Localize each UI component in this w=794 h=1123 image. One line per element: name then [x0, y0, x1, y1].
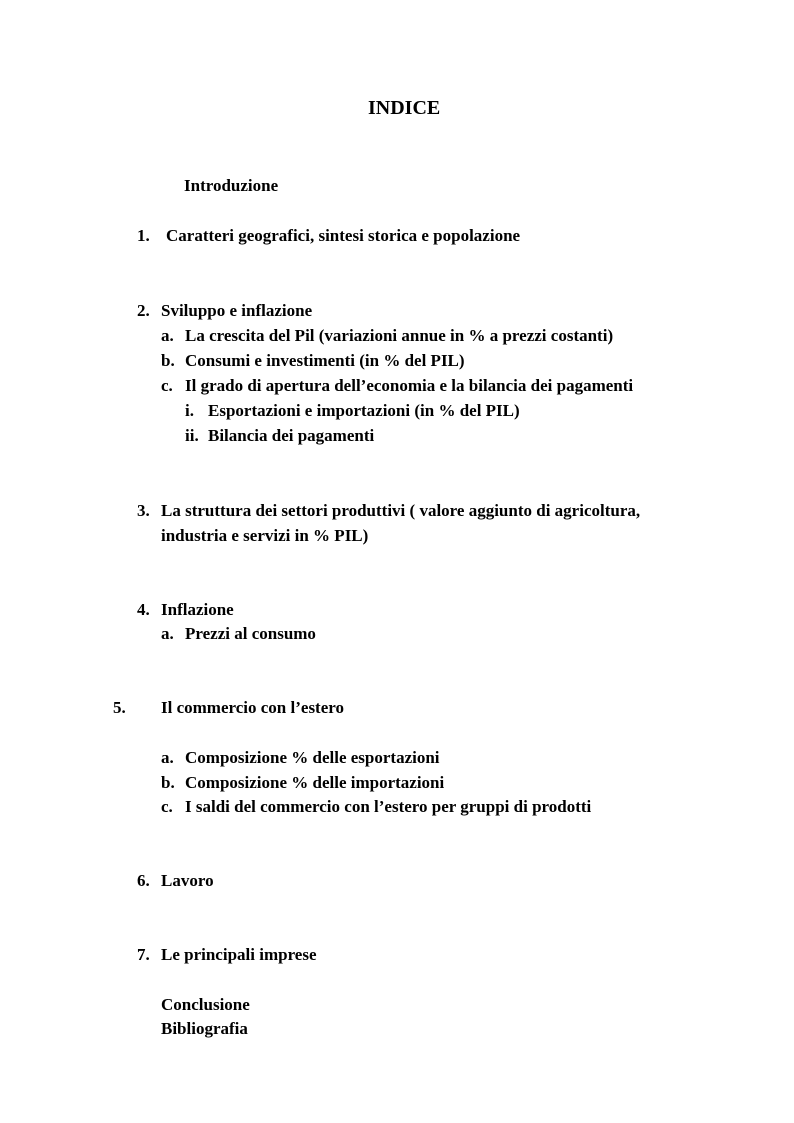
toc-num-2b: b.: [161, 351, 175, 370]
page-title: INDICE: [368, 97, 441, 119]
toc-item-5b: Composizione % delle importazioni: [185, 773, 445, 792]
toc-num-1: 1.: [137, 226, 150, 245]
toc-item-5c: I saldi del commercio con l’estero per gruppi di prodotti: [185, 797, 592, 816]
toc-num-6: 6.: [137, 871, 150, 890]
toc-num-2: 2.: [137, 301, 150, 320]
toc-item-2c-ii: Bilancia dei pagamenti: [208, 426, 375, 445]
toc-num-7: 7.: [137, 945, 150, 964]
toc-num-2a: a.: [161, 326, 174, 345]
toc-item-2a: La crescita del Pil (variazioni annue in % a prezzi costanti): [185, 326, 614, 345]
toc-item-4: Inflazione: [161, 600, 234, 619]
toc-num-5c: c.: [161, 797, 173, 816]
toc-item-5: Il commercio con l’estero: [161, 698, 344, 717]
toc-item-2: Sviluppo e inflazione: [161, 301, 313, 320]
toc-item-1: Caratteri geografici, sintesi storica e popolazione: [166, 226, 521, 245]
toc-num-2c: c.: [161, 376, 173, 395]
toc-item-6: Lavoro: [161, 871, 214, 890]
toc-num-2c-i: i.: [185, 401, 194, 420]
toc-num-3: 3.: [137, 501, 150, 520]
toc-item-2b: Consumi e investimenti (in % del PIL): [185, 351, 465, 370]
toc-num-5b: b.: [161, 773, 175, 792]
toc-item-5a: Composizione % delle esportazioni: [185, 748, 440, 767]
toc-conclusion: Conclusione: [161, 995, 250, 1014]
toc-num-4: 4.: [137, 600, 150, 619]
toc-item-4a: Prezzi al consumo: [185, 624, 316, 643]
toc-num-2c-ii: ii.: [185, 426, 199, 445]
toc-num-4a: a.: [161, 624, 174, 643]
toc-bibliography: Bibliografia: [161, 1019, 248, 1038]
toc-intro: Introduzione: [184, 176, 279, 195]
toc-num-5a: a.: [161, 748, 174, 767]
toc-item-7: Le principali imprese: [161, 945, 317, 964]
toc-item-2c-i: Esportazioni e importazioni (in % del PIL): [208, 401, 520, 420]
toc-num-5: 5.: [113, 698, 126, 717]
toc-item-2c: Il grado di apertura dell’economia e la bilancia dei pagamenti: [185, 376, 634, 395]
toc-item-3-line2: industria e servizi in % PIL): [161, 526, 369, 545]
toc-item-3-line1: La struttura dei settori produttivi ( valore aggiunto di agricoltura,: [161, 501, 641, 520]
